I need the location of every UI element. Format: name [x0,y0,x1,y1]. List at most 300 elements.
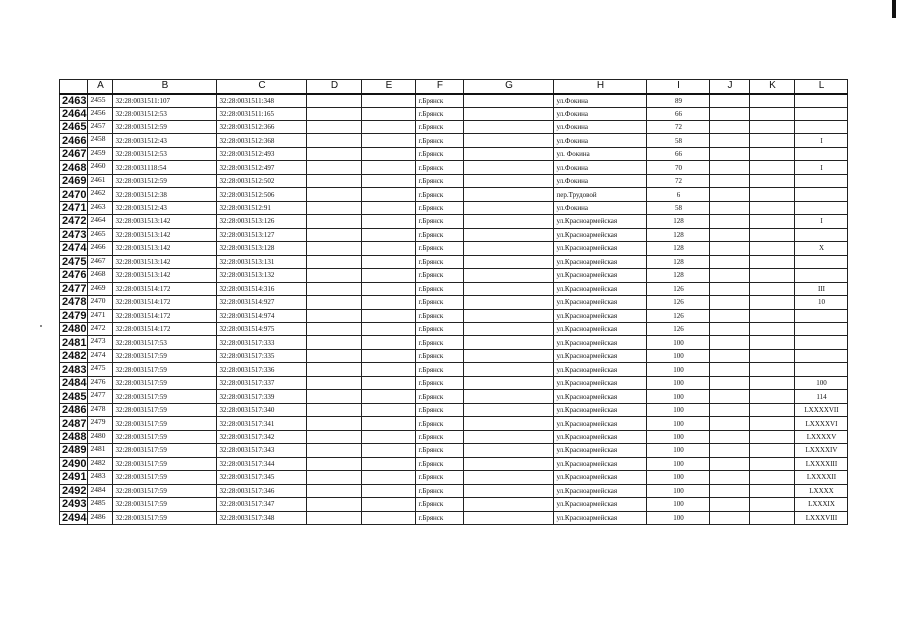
cell-k[interactable] [750,188,795,201]
cell-h[interactable]: ул.Красноармейская [554,215,647,228]
cell-d[interactable] [307,161,362,174]
cell-a[interactable]: 2482 [88,457,113,470]
cell-e[interactable] [362,457,416,470]
cell-b[interactable]: 32:28:0031517:59 [113,417,217,430]
column-header[interactable]: L [795,80,848,94]
cell-h[interactable]: ул.Фокина [554,107,647,120]
cell-d[interactable] [307,228,362,241]
cell-b[interactable]: 32:28:0031517:53 [113,336,217,349]
cell-l[interactable] [795,349,848,362]
cell-l[interactable]: I [795,215,848,228]
cell-b[interactable]: 32:28:0031512:43 [113,201,217,214]
cell-b[interactable]: 32:28:0031513:142 [113,215,217,228]
cell-a[interactable]: 2478 [88,403,113,416]
cell-a[interactable]: 2475 [88,363,113,376]
column-header[interactable]: A [88,80,113,94]
cell-k[interactable] [750,296,795,309]
cell-d[interactable] [307,417,362,430]
cell-a[interactable]: 2486 [88,511,113,524]
cell-f[interactable]: г.Брянск [416,147,464,160]
cell-c[interactable]: 32:28:0031513:126 [217,215,307,228]
cell-a[interactable]: 2477 [88,390,113,403]
cell-b[interactable]: 32:28:0031517:59 [113,403,217,416]
row-number[interactable]: 2493 [60,498,88,511]
cell-k[interactable] [750,242,795,255]
cell-h[interactable]: ул.Красноармейская [554,457,647,470]
cell-c[interactable]: 32:28:0031513:132 [217,269,307,282]
cell-j[interactable] [710,174,750,187]
cell-e[interactable] [362,242,416,255]
cell-c[interactable]: 32:28:0031517:348 [217,511,307,524]
cell-d[interactable] [307,511,362,524]
cell-c[interactable]: 32:28:0031512:506 [217,188,307,201]
cell-k[interactable] [750,228,795,241]
row-number[interactable]: 2488 [60,430,88,443]
cell-k[interactable] [750,403,795,416]
cell-k[interactable] [750,174,795,187]
row-number[interactable]: 2472 [60,215,88,228]
cell-j[interactable] [710,498,750,511]
cell-h[interactable]: ул.Красноармейская [554,498,647,511]
cell-a[interactable]: 2474 [88,349,113,362]
cell-f[interactable]: г.Брянск [416,511,464,524]
cell-b[interactable]: 32:28:0031512:59 [113,120,217,133]
cell-k[interactable] [750,134,795,147]
cell-d[interactable] [307,242,362,255]
cell-j[interactable] [710,471,750,484]
cell-a[interactable]: 2455 [88,94,113,108]
row-number[interactable]: 2483 [60,363,88,376]
cell-b[interactable]: 32:28:0031512:38 [113,188,217,201]
cell-i[interactable]: 128 [647,215,710,228]
cell-c[interactable]: 32:28:0031517:345 [217,471,307,484]
cell-a[interactable]: 2466 [88,242,113,255]
cell-e[interactable] [362,376,416,389]
cell-h[interactable]: ул.Красноармейская [554,363,647,376]
row-number[interactable]: 2473 [60,228,88,241]
row-number[interactable]: 2492 [60,484,88,497]
cell-g[interactable] [464,444,554,457]
cell-l[interactable] [795,147,848,160]
cell-l[interactable] [795,336,848,349]
cell-j[interactable] [710,511,750,524]
cell-a[interactable]: 2456 [88,107,113,120]
cell-i[interactable]: 6 [647,188,710,201]
cell-g[interactable] [464,403,554,416]
cell-a[interactable]: 2463 [88,201,113,214]
cell-i[interactable]: 100 [647,484,710,497]
cell-d[interactable] [307,174,362,187]
cell-l[interactable]: LXXXIX [795,498,848,511]
cell-d[interactable] [307,134,362,147]
row-number[interactable]: 2490 [60,457,88,470]
cell-j[interactable] [710,376,750,389]
cell-a[interactable]: 2458 [88,134,113,147]
cell-c[interactable]: 32:28:0031514:974 [217,309,307,322]
cell-b[interactable]: 32:28:0031517:59 [113,471,217,484]
cell-e[interactable] [362,120,416,133]
cell-g[interactable] [464,282,554,295]
cell-f[interactable]: г.Брянск [416,444,464,457]
cell-g[interactable] [464,242,554,255]
cell-b[interactable]: 32:28:0031511:107 [113,94,217,108]
row-number[interactable]: 2480 [60,323,88,336]
cell-f[interactable]: г.Брянск [416,309,464,322]
cell-l[interactable]: X [795,242,848,255]
cell-h[interactable]: ул.Фокина [554,174,647,187]
cell-a[interactable]: 2485 [88,498,113,511]
cell-a[interactable]: 2462 [88,188,113,201]
cell-j[interactable] [710,228,750,241]
cell-c[interactable]: 32:28:0031517:347 [217,498,307,511]
cell-d[interactable] [307,430,362,443]
cell-a[interactable]: 2484 [88,484,113,497]
cell-b[interactable]: 32:28:0031517:59 [113,430,217,443]
row-number[interactable]: 2482 [60,349,88,362]
cell-e[interactable] [362,94,416,108]
cell-g[interactable] [464,188,554,201]
cell-c[interactable]: 32:28:0031517:342 [217,430,307,443]
row-number[interactable]: 2463 [60,94,88,108]
cell-d[interactable] [307,444,362,457]
cell-i[interactable]: 126 [647,309,710,322]
cell-j[interactable] [710,390,750,403]
cell-g[interactable] [464,471,554,484]
cell-g[interactable] [464,269,554,282]
cell-b[interactable]: 32:28:0031512:59 [113,174,217,187]
cell-f[interactable]: г.Брянск [416,215,464,228]
cell-b[interactable]: 32:28:0031517:59 [113,390,217,403]
cell-g[interactable] [464,417,554,430]
cell-a[interactable]: 2481 [88,444,113,457]
cell-e[interactable] [362,498,416,511]
row-number[interactable]: 2476 [60,269,88,282]
cell-e[interactable] [362,201,416,214]
cell-c[interactable]: 32:28:0031514:927 [217,296,307,309]
cell-l[interactable] [795,188,848,201]
cell-d[interactable] [307,484,362,497]
cell-l[interactable]: 100 [795,376,848,389]
cell-b[interactable]: 32:28:0031514:172 [113,282,217,295]
cell-j[interactable] [710,349,750,362]
cell-f[interactable]: г.Брянск [416,471,464,484]
row-number[interactable]: 2469 [60,174,88,187]
cell-e[interactable] [362,107,416,120]
row-number[interactable]: 2478 [60,296,88,309]
cell-i[interactable]: 100 [647,498,710,511]
cell-e[interactable] [362,444,416,457]
cell-d[interactable] [307,457,362,470]
cell-c[interactable]: 32:28:0031512:366 [217,120,307,133]
cell-g[interactable] [464,255,554,268]
cell-b[interactable]: 32:28:0031512:53 [113,107,217,120]
cell-c[interactable]: 32:28:0031517:333 [217,336,307,349]
cell-j[interactable] [710,215,750,228]
cell-i[interactable]: 66 [647,107,710,120]
cell-g[interactable] [464,228,554,241]
cell-g[interactable] [464,94,554,108]
cell-c[interactable]: 32:28:0031514:316 [217,282,307,295]
cell-i[interactable]: 100 [647,403,710,416]
cell-d[interactable] [307,363,362,376]
cell-f[interactable]: г.Брянск [416,269,464,282]
cell-i[interactable]: 126 [647,296,710,309]
cell-h[interactable]: ул.Красноармейская [554,336,647,349]
row-number[interactable]: 2474 [60,242,88,255]
cell-d[interactable] [307,403,362,416]
cell-k[interactable] [750,323,795,336]
cell-i[interactable]: 100 [647,390,710,403]
cell-f[interactable]: г.Брянск [416,457,464,470]
cell-d[interactable] [307,296,362,309]
row-number[interactable]: 2494 [60,511,88,524]
cell-e[interactable] [362,511,416,524]
cell-g[interactable] [464,349,554,362]
cell-a[interactable]: 2480 [88,430,113,443]
cell-f[interactable]: г.Брянск [416,228,464,241]
cell-e[interactable] [362,484,416,497]
cell-h[interactable]: ул.Красноармейская [554,390,647,403]
row-number[interactable]: 2465 [60,120,88,133]
cell-k[interactable] [750,471,795,484]
cell-j[interactable] [710,134,750,147]
cell-j[interactable] [710,201,750,214]
cell-h[interactable]: ул.Фокина [554,120,647,133]
cell-f[interactable]: г.Брянск [416,484,464,497]
cell-e[interactable] [362,269,416,282]
cell-h[interactable]: ул.Красноармейская [554,471,647,484]
cell-c[interactable]: 32:28:0031512:91 [217,201,307,214]
cell-e[interactable] [362,215,416,228]
cell-l[interactable] [795,323,848,336]
row-number[interactable]: 2475 [60,255,88,268]
cell-c[interactable]: 32:28:0031517:336 [217,363,307,376]
cell-c[interactable]: 32:28:0031511:165 [217,107,307,120]
cell-e[interactable] [362,147,416,160]
cell-h[interactable]: ул.Красноармейская [554,417,647,430]
cell-d[interactable] [307,471,362,484]
cell-i[interactable]: 100 [647,471,710,484]
cell-i[interactable]: 128 [647,228,710,241]
cell-f[interactable]: г.Брянск [416,390,464,403]
cell-f[interactable]: г.Брянск [416,201,464,214]
cell-e[interactable] [362,309,416,322]
cell-h[interactable]: ул.Фокина [554,134,647,147]
cell-h[interactable]: ул.Красноармейская [554,282,647,295]
cell-d[interactable] [307,107,362,120]
cell-b[interactable]: 32:28:0031514:172 [113,323,217,336]
cell-g[interactable] [464,161,554,174]
cell-d[interactable] [307,282,362,295]
cell-k[interactable] [750,390,795,403]
cell-f[interactable]: г.Брянск [416,282,464,295]
cell-a[interactable]: 2472 [88,323,113,336]
cell-l[interactable] [795,174,848,187]
corner-cell[interactable] [60,80,88,94]
cell-h[interactable]: ул.Красноармейская [554,323,647,336]
cell-l[interactable] [795,228,848,241]
cell-j[interactable] [710,309,750,322]
cell-e[interactable] [362,161,416,174]
cell-h[interactable]: ул.Красноармейская [554,296,647,309]
cell-f[interactable]: г.Брянск [416,174,464,187]
cell-c[interactable]: 32:28:0031513:128 [217,242,307,255]
column-header[interactable]: E [362,80,416,94]
cell-c[interactable]: 32:28:0031517:335 [217,349,307,362]
cell-d[interactable] [307,147,362,160]
cell-k[interactable] [750,498,795,511]
column-header[interactable]: G [464,80,554,94]
row-number[interactable]: 2467 [60,147,88,160]
cell-k[interactable] [750,107,795,120]
cell-j[interactable] [710,94,750,108]
cell-l[interactable]: LXXXXII [795,471,848,484]
cell-h[interactable]: ул.Красноармейская [554,376,647,389]
cell-c[interactable]: 32:28:0031517:337 [217,376,307,389]
cell-b[interactable]: 32:28:0031513:142 [113,228,217,241]
cell-g[interactable] [464,430,554,443]
cell-a[interactable]: 2469 [88,282,113,295]
cell-k[interactable] [750,376,795,389]
cell-a[interactable]: 2467 [88,255,113,268]
cell-h[interactable]: ул.Красноармейская [554,403,647,416]
cell-d[interactable] [307,390,362,403]
cell-k[interactable] [750,147,795,160]
row-number[interactable]: 2489 [60,444,88,457]
cell-g[interactable] [464,296,554,309]
cell-l[interactable]: LXXXXVII [795,403,848,416]
cell-f[interactable]: г.Брянск [416,120,464,133]
cell-g[interactable] [464,147,554,160]
cell-g[interactable] [464,484,554,497]
cell-d[interactable] [307,188,362,201]
cell-b[interactable]: 32:28:0031512:53 [113,147,217,160]
cell-e[interactable] [362,174,416,187]
cell-k[interactable] [750,161,795,174]
cell-j[interactable] [710,147,750,160]
cell-f[interactable]: г.Брянск [416,430,464,443]
row-number[interactable]: 2471 [60,201,88,214]
cell-j[interactable] [710,269,750,282]
row-number[interactable]: 2468 [60,161,88,174]
cell-d[interactable] [307,255,362,268]
cell-f[interactable]: г.Брянск [416,134,464,147]
cell-l[interactable] [795,120,848,133]
cell-i[interactable]: 100 [647,336,710,349]
row-number[interactable]: 2485 [60,390,88,403]
cell-e[interactable] [362,255,416,268]
cell-d[interactable] [307,376,362,389]
cell-j[interactable] [710,107,750,120]
cell-b[interactable]: 32:28:0031514:172 [113,309,217,322]
cell-k[interactable] [750,94,795,108]
cell-l[interactable] [795,255,848,268]
cell-h[interactable]: ул.Красноармейская [554,255,647,268]
cell-g[interactable] [464,376,554,389]
cell-d[interactable] [307,269,362,282]
cell-i[interactable]: 128 [647,255,710,268]
cell-j[interactable] [710,282,750,295]
cell-a[interactable]: 2473 [88,336,113,349]
column-header[interactable]: J [710,80,750,94]
cell-c[interactable]: 32:28:0031514:975 [217,323,307,336]
column-header[interactable]: I [647,80,710,94]
column-header[interactable]: D [307,80,362,94]
cell-k[interactable] [750,444,795,457]
cell-e[interactable] [362,403,416,416]
cell-h[interactable]: ул.Красноармейская [554,242,647,255]
cell-i[interactable]: 128 [647,242,710,255]
cell-e[interactable] [362,336,416,349]
cell-k[interactable] [750,120,795,133]
cell-g[interactable] [464,120,554,133]
cell-f[interactable]: г.Брянск [416,403,464,416]
cell-e[interactable] [362,349,416,362]
cell-f[interactable]: г.Брянск [416,161,464,174]
cell-k[interactable] [750,282,795,295]
cell-a[interactable]: 2461 [88,174,113,187]
cell-b[interactable]: 32:28:0031118:54 [113,161,217,174]
cell-k[interactable] [750,511,795,524]
cell-l[interactable]: LXXXX [795,484,848,497]
cell-b[interactable]: 32:28:0031517:59 [113,498,217,511]
cell-g[interactable] [464,215,554,228]
row-number[interactable]: 2466 [60,134,88,147]
cell-j[interactable] [710,255,750,268]
cell-f[interactable]: г.Брянск [416,107,464,120]
cell-j[interactable] [710,444,750,457]
cell-l[interactable] [795,363,848,376]
cell-a[interactable]: 2464 [88,215,113,228]
cell-f[interactable]: г.Брянск [416,376,464,389]
cell-a[interactable]: 2476 [88,376,113,389]
cell-j[interactable] [710,417,750,430]
cell-i[interactable]: 100 [647,417,710,430]
cell-c[interactable]: 32:28:0031513:127 [217,228,307,241]
cell-l[interactable]: 114 [795,390,848,403]
cell-f[interactable]: г.Брянск [416,363,464,376]
cell-g[interactable] [464,336,554,349]
cell-f[interactable]: г.Брянск [416,296,464,309]
cell-d[interactable] [307,309,362,322]
cell-g[interactable] [464,511,554,524]
cell-e[interactable] [362,134,416,147]
cell-f[interactable]: г.Брянск [416,323,464,336]
cell-e[interactable] [362,323,416,336]
cell-b[interactable]: 32:28:0031512:43 [113,134,217,147]
cell-a[interactable]: 2483 [88,471,113,484]
column-header[interactable]: F [416,80,464,94]
cell-b[interactable]: 32:28:0031513:142 [113,255,217,268]
cell-b[interactable]: 32:28:0031514:172 [113,296,217,309]
row-number[interactable]: 2486 [60,403,88,416]
cell-h[interactable]: ул.Фокина [554,94,647,108]
cell-j[interactable] [710,296,750,309]
column-header[interactable]: K [750,80,795,94]
cell-l[interactable]: LXXXXV [795,430,848,443]
cell-f[interactable]: г.Брянск [416,349,464,362]
cell-i[interactable]: 70 [647,161,710,174]
cell-f[interactable]: г.Брянск [416,336,464,349]
cell-l[interactable]: 10 [795,296,848,309]
cell-j[interactable] [710,242,750,255]
column-header[interactable]: B [113,80,217,94]
cell-f[interactable]: г.Брянск [416,498,464,511]
cell-h[interactable]: ул.Красноармейская [554,269,647,282]
cell-j[interactable] [710,336,750,349]
cell-c[interactable]: 32:28:0031512:497 [217,161,307,174]
cell-i[interactable]: 58 [647,201,710,214]
